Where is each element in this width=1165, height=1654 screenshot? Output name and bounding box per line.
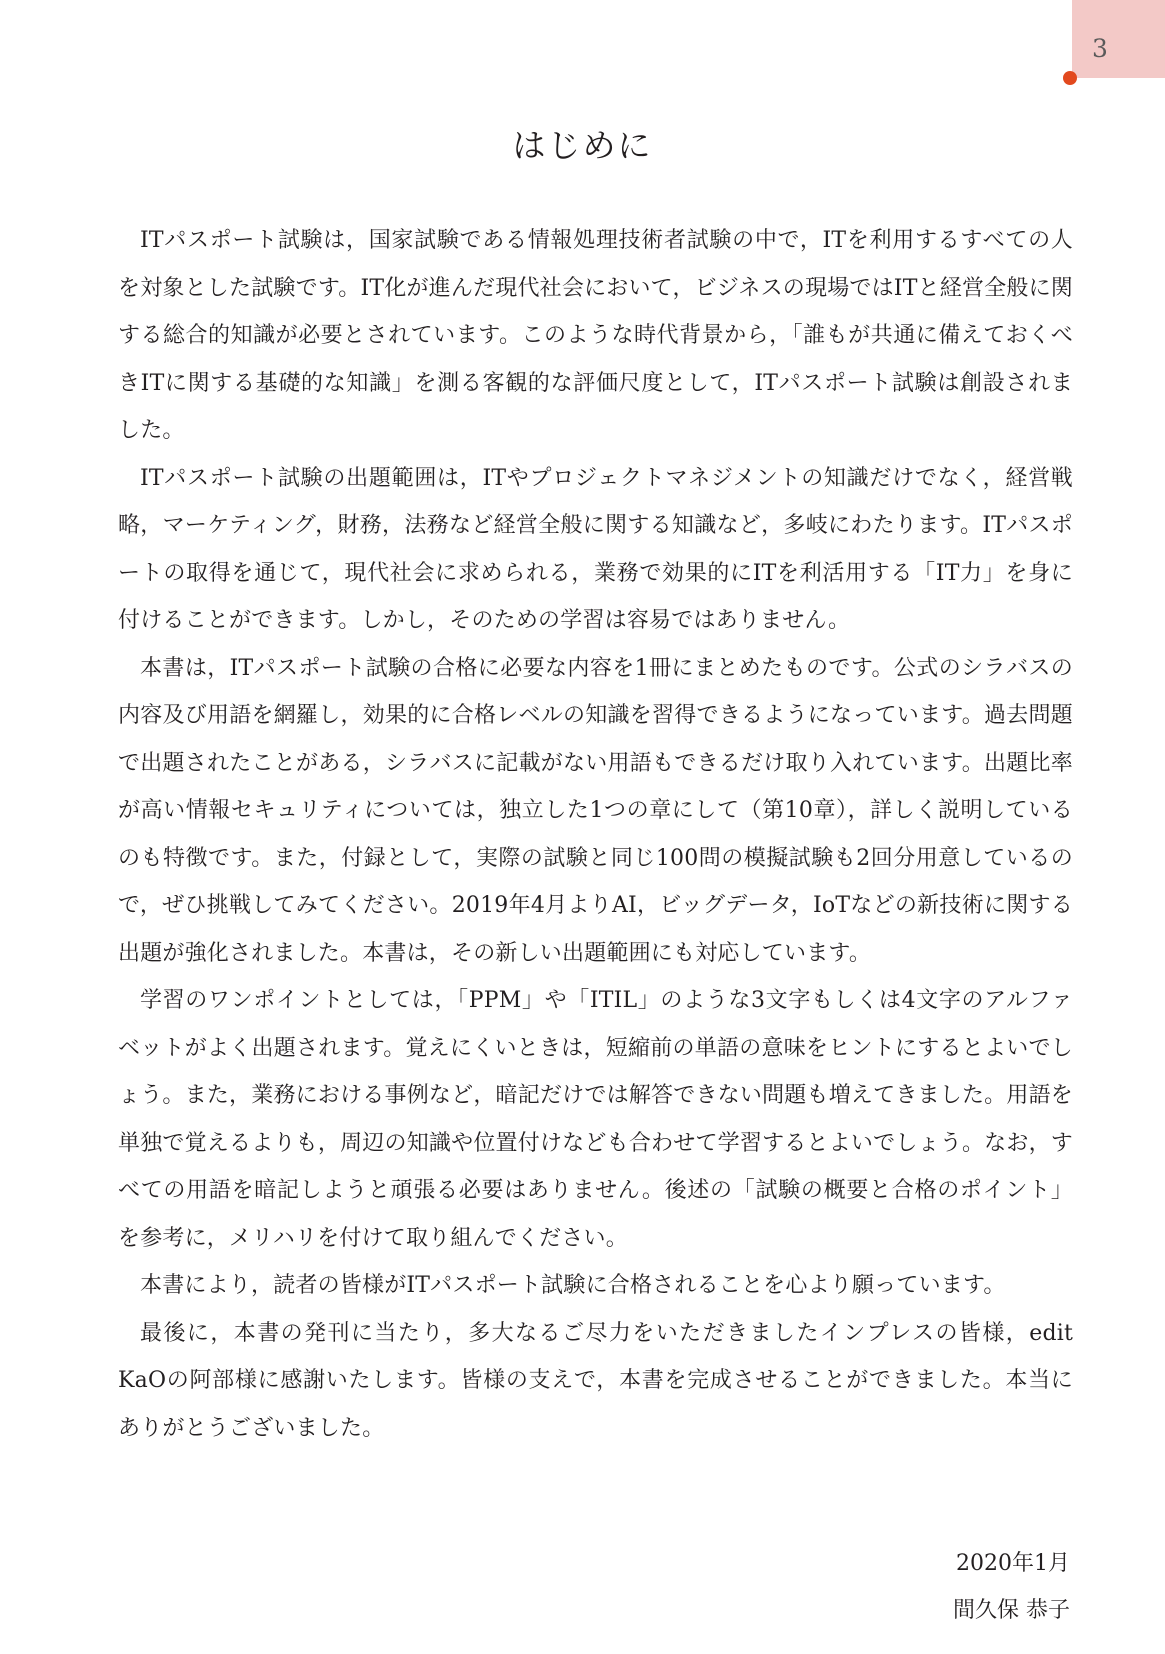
body-text	[118, 217, 1073, 1452]
paragraph: 本書は，ITパスポート試験の合格に必要な内容を1冊にまとめたものです。公式のシラバスの内容及び用語を網羅し，効果的に合格レベルの知識を習得できるようになっています。過去問題で出題されたことがある，シラバスに記載がない用語もできるだけ取り入れています。出題比率が高い情報セキュリティについては，独立した1つの章にして（第10章），詳しく説明しているのも特徴です。また，付録として，実際の試験と同じ100問の模擬試験も2回分用意しているので，ぜひ挑戦してみてください。2019年4月よりAI，ビッグデータ，IoTなどの新技術に関する出題が強化されました。本書は，その新しい出題範囲にも対応しています。	[118, 655, 1073, 966]
paragraph: ITパスポート試験は，国家試験である情報処理技術者試験の中で，ITを利用するすべての人を対象とした試験です。IT化が進んだ現代社会において，ビジネスの現場ではITと経営全般に関する総合的知識が必要とされています。このような時代背景から，「誰もが共通に備えておくべきITに関する基礎的な知識」を測る客観的な評価尺度として，ITパスポート試験は創設されました。	[118, 228, 1073, 443]
signature-author: 間久保 恭子	[953, 1598, 1070, 1623]
page-marker-dot	[1063, 71, 1077, 85]
paragraph: 本書により，読者の皆様がITパスポート試験に合格されることを心より願っています。	[140, 1273, 1006, 1298]
page-number: 3	[1092, 34, 1108, 63]
paragraph: ITパスポート試験の出題範囲は，ITやプロジェクトマネジメントの知識だけでなく，経営戦略，マーケティング，財務，法務など経営全般に関する知識など，多岐にわたります。ITパスポートの取得を通じて，現代社会に求められる，業務で効果的にITを利活用する「IT力」を身に付けることができます。しかし，そのための学習は容易ではありません。	[118, 465, 1073, 633]
page-title: はじめに	[512, 126, 653, 165]
signature-date: 2020年1月	[956, 1551, 1070, 1576]
paragraph: 最後に，本書の発刊に当たり，多大なるご尽力をいただきましたインプレスの皆様，edit KaOの阿部様に感謝いたします。皆様の支えで，本書を完成させることができました。本当にありがとうございました。	[118, 1320, 1073, 1441]
paragraph: 学習のワンポイントとしては，「PPM」や「ITIL」のような3文字もしくは4文字のアルファベットがよく出題されます。覚えにくいときは，短縮前の単語の意味をヒントにするとよいでしょう。また，業務における事例など，暗記だけでは解答できない問題も増えてきました。用語を単独で覚えるよりも，周辺の知識や位置付けなども合わせて学習するとよいでしょう。なお，すべての用語を暗記しようと頑張る必要はありません。後述の「試験の概要と合格のポイント」を参考に，メリハリを付けて取り組んでください。	[118, 988, 1073, 1251]
signature-block	[953, 1540, 1070, 1634]
